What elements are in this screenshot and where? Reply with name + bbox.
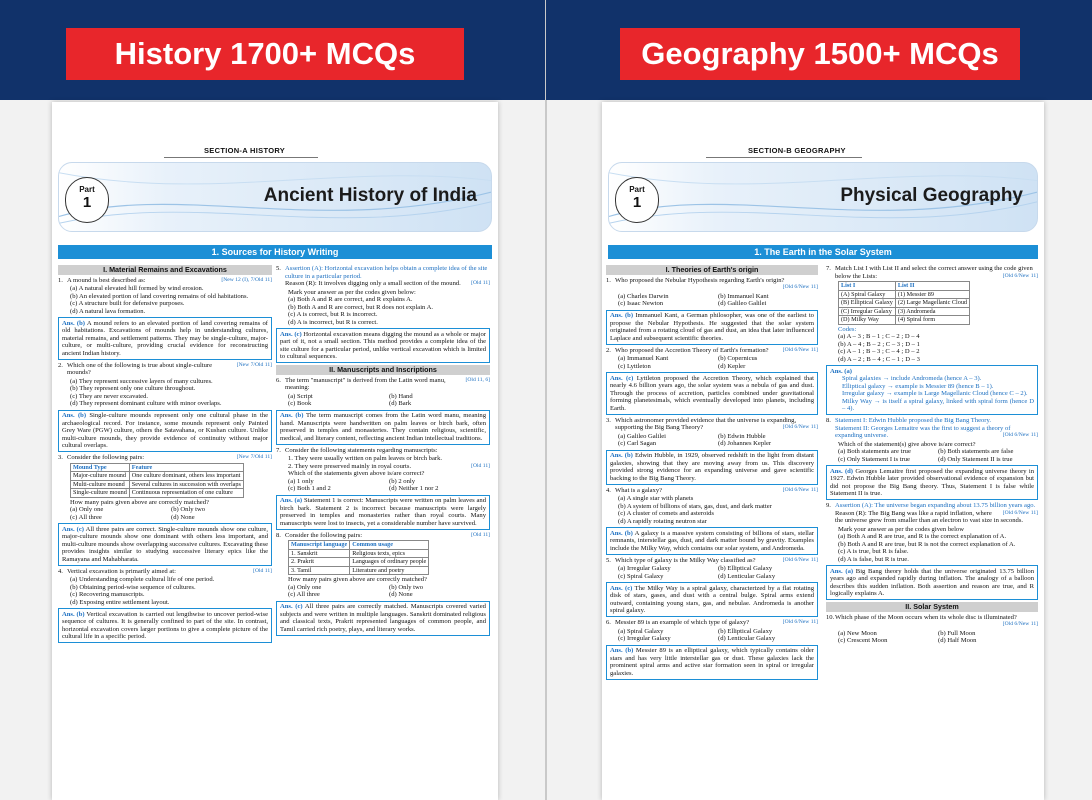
part-label: Part	[629, 185, 645, 194]
part-number: 1	[82, 194, 92, 211]
part-badge	[615, 177, 659, 223]
part-header	[608, 162, 1038, 232]
question-2: 2. [New 7/Old 11] Which one of the following is true about single-culture mounds?	[58, 361, 272, 376]
option: (d) A is false, but R is true.	[838, 555, 909, 563]
part-title: Physical Geography	[840, 185, 1023, 206]
options-grid: (a) Only one (b) Only two (c) All three (d) None	[70, 506, 206, 521]
pairs-table: Manuscript language Common usage 1. Sanskrit Religious texts, epics 2. Prakrit Languages of ordinary people 3. Tamil Literature and poetry	[288, 540, 429, 575]
option: (c) A cluster of comets and asteroids	[618, 510, 714, 517]
option: (c) They are never excavated.	[70, 392, 149, 400]
option: (a) Understanding complete cultural life of one period.	[70, 576, 215, 583]
answer-box: Ans. (d) Georges Lemaitre first proposed the expanding universe theory in 1927. Edwin Hubble later provided observational evidence of expansion but did not propose the Big Bang theory. Thus, Statement I is false while Statement II is true.	[826, 465, 1038, 500]
option: (a) They represent successive layers of many cultures.	[70, 377, 213, 385]
answer-box: Ans. (c) Horizontal excavation means digging the mound as a whole or major part of it, not a small section. This method provides a complete idea of the site culture for a particular period, unlike vertical excavation which is limited to cultural sequences.	[276, 328, 490, 363]
answer-box: Ans. (b) A mound refers to an elevated portion of land covering remains of old habitations. Excavations of mounds help in understanding cultures, material remains, and settlement patterns. They may be single-culture, major-culture, or multi-culture, providing crucial evidence for reconstructing ancient Indian history.	[58, 317, 272, 360]
option: (a) Both A and R are correct, and R explains A.	[288, 296, 413, 303]
answer-box: Ans. (c) All three pairs are correct. Single-culture mounds show one culture, major-culture mounds show one dominant with others less important, and multi-culture mounds show overlapping successive cultures. Excavating these provides insights similar to studying successive literary epics like the Ramayana and Mahabharata.	[58, 523, 272, 566]
subheading: II. Manuscripts and Inscriptions	[276, 365, 490, 375]
option: (b) Both A and R are true, but R is not the correct explanation of A.	[838, 540, 1016, 548]
question-prompt: How many pairs given above are correctly matched?	[288, 576, 427, 583]
question-prompt: Which of the statement(s) give above is/are correct?	[838, 440, 976, 448]
statement: 2. They were preserved mainly in royal courts. [Old 11]	[288, 462, 490, 470]
question-3: 3. [New 7/Old 11] Consider the following pairs:	[58, 454, 272, 461]
question-5: 5. Assertion (A): Horizontal excavation helps obtain a complete idea of the site culture in a particular period. Reason (R): It involves digging only a small section of the mound. [Old 11]	[276, 265, 490, 287]
question-prompt: Which of the statements given above is/are correct?	[288, 470, 425, 477]
subheading: II. Solar System	[826, 602, 1038, 612]
option: (a) Both A and R are true, and R is the correct explanation of A.	[838, 533, 1007, 540]
question-prompt: How many pairs given above are correctly matched?	[70, 498, 209, 506]
question-prompt: Mark your answer as per the codes given below	[838, 525, 964, 533]
option: (d) A – 2 ; B – 4 ; C – 1 ; D – 3	[838, 355, 920, 363]
history-banner: History 1700+ MCQs	[66, 28, 464, 80]
option: (a) A natural elevated hill formed by wind erosion.	[70, 285, 204, 292]
answer-box: Ans. (a) Statement 1 is correct: Manuscripts were written on palm leaves and birch bark. Statement 2 is incorrect because manuscripts were largely preserved in temples and monasteries rather than royal courts. Many manuscripts were lost to insects, yet a considerable number have survived.	[276, 495, 490, 530]
options-grid: (a) Spiral Galaxy (b) Elliptical Galaxy (c) Irregular Galaxy (d) Lenticular Galaxy	[618, 627, 776, 642]
answer-box: Ans. (b) Vertical excavation is carried out lengthwise to uncover period-wise sequence of cultures. It is generally confined to part of the site. In contrast, horizontal excavation covers larger portions to give a complete picture of the cultural life in a specific period.	[58, 608, 272, 643]
option: (c) A structure built for defensive purposes.	[70, 300, 185, 307]
answer-box: Ans. (a) Big Bang theory holds that the universe originated 13.75 billion years ago and expanded rapidly during inflation. The analogy of a balloon describes this sudden inflation. Both assertion and reason are true, and R logically explains A.	[826, 565, 1038, 600]
option: (b) A – 4 ; B – 2 ; C – 3 ; D – 1	[838, 340, 920, 348]
section-label: SECTION-A HISTORY	[204, 146, 286, 155]
question-7: 7. Match List I with List II and select the correct answer using the code given below the Lists: [Old 6/New 11]	[826, 265, 1038, 280]
answer-box: Ans. (b) A galaxy is a massive system consisting of billions of stars, stellar remnants, interstellar gas, dust, and dark matter bound by gravity. Examples include the Milky Way, which contains our solar system, and Andromeda.	[606, 527, 818, 555]
part-title: Ancient History of India	[263, 185, 477, 206]
column-2	[276, 264, 490, 638]
option: (d) They represent dominant culture with minor overlaps.	[70, 400, 222, 407]
question-9: 9. Assertion (A): The universe began expanding about 13.75 billion years ago. [Old 6/New 11] Reason (R): The Big Bang was like a rapid inflation, where the universe grew from smaller than an electron to vast size in seconds.	[826, 502, 1038, 524]
answer-box: Ans. (b) Edwin Hubble, in 1929, observed redshift in the light from distant galaxies, showing that they are moving away from us. This discovery provided strong evidence for an expanding universe and gave scientific backing to the Big Bang Theory.	[606, 450, 818, 485]
option: (c) Recovering manuscripts.	[70, 591, 145, 598]
options-grid: (a) Immanuel Kant (b) Copernicus (c) Lyttleton (d) Kepler	[618, 355, 758, 370]
question-5: 5. Which type of galaxy is the Milky Way classified as? [Old 6/New 11]	[606, 556, 818, 564]
history-page	[52, 102, 498, 800]
section-divider	[706, 157, 862, 158]
part-number: 1	[632, 194, 642, 211]
option: (a) A – 3 ; B – 1 ; C – 2 ; D – 4	[838, 333, 920, 340]
question-8: 8. Statement I: Edwin Hubble proposed the Big Bang Theory. Statement II: Georges Lemaitre was the first to suggest a theory of expanding universe. [Old 6/New 11]	[826, 417, 1038, 439]
option: (a) A single star with planets	[618, 495, 694, 502]
topic-bar: 1. The Earth in the Solar System	[608, 245, 1038, 259]
answer-box: Ans. (b) Messier 89 is an elliptical galaxy, which typically contains older stars and has very little interstellar gas or dust. These galaxies lack the prominent spiral arms and active star formation seen in spiral or irregular galaxies.	[606, 645, 818, 680]
options-grid: (a) Only one (b) Only two (c) All three (d) None	[288, 583, 424, 598]
topic-bar: 1. Sources for History Writing	[58, 245, 492, 259]
options-grid: (a) Galileo Galilei (b) Edwin Hubble (c) Carl Sagan (d) Johannes Kepler	[618, 432, 772, 447]
answer-box: Ans. (c) Lyttleton proposed the Accretion Theory, which explained that nearly 4.6 billion years ago, the solar system was a nebula of gas and dust. Through the process of accretion, particles combined under gravitational forming planetesimals, which eventually developed into planets, including Earth.	[606, 372, 818, 415]
pairs-table: Mound Type Feature Major-culture mound One culture dominant, others less important Multi-culture mound Several cultures in succession with overlaps Single-culture mound Continuous representation of one culture	[70, 463, 244, 498]
option: (b) Obtaining period-wise sequence of cultures.	[70, 583, 196, 591]
answer-box: Ans. (b) Single-culture mounds represent only one cultural phase in the archaeological record. For instance, some mounds represent only Painted Grey Ware (PGW) culture, others the Satavahana, or Kushan culture. Unlike multi-culture mounds, they provide evidence of continuity without major cultural overlaps.	[58, 410, 272, 453]
options-grid: (a) Irregular Galaxy (b) Elliptical Galaxy (c) Spiral Galaxy (d) Lenticular Galaxy	[618, 565, 776, 580]
match-table: List I List II (A) Spiral Galaxy (1) Messier 89 (B) Elliptical Galaxy (2) Large Magellanic Cloud (C) Irregular Galaxy (3) Andromeda (D) Milky Way (4) Spiral form	[838, 281, 970, 325]
question-1: 1. Who proposed the Nebular Hypothesis regarding Earth's origin? [Old 6/New 11]	[606, 276, 818, 290]
column-2	[826, 264, 1038, 645]
option: (d) A is incorrect, but R is correct.	[288, 318, 378, 326]
options-grid: (a) 1 only (b) 2 only (c) Both 1 and 2 (d) Neither 1 nor 2	[288, 477, 439, 492]
column-1	[58, 264, 272, 645]
options-grid: (a) Script (b) Hand (c) Book (d) Bark	[288, 392, 413, 407]
option: (d) A natural lava formation.	[70, 307, 146, 315]
right-panel	[546, 0, 1092, 800]
question-6: 6. [Old 11, 6] The term "manuscript" is derived from the Latin word manu, meaning:	[276, 376, 490, 391]
subheading: I. Theories of Earth's origin	[606, 265, 818, 275]
column-1	[606, 264, 818, 682]
question-6: 6. [Old 6/New 11] Messier 89 is an example of which type of galaxy?	[606, 619, 818, 626]
option: (c) A – 1 ; B – 3 ; C – 4 ; D – 2	[838, 348, 920, 355]
options-grid: (a) Charles Darwin (b) Immanuel Kant (c) Isaac Newton (d) Galileo Galilei	[618, 292, 769, 307]
options-grid: (a) Both statements are true (b) Both statements are false (c) Only Statement I is true (d) Only Statement II is true	[838, 448, 1014, 463]
answer-box: Ans. (b) The term manuscript comes from the Latin word manu, meaning hand. Manuscripts were handwritten on palm leaves or birch bark, often preserved in temples and monasteries. They contain religious, scientific, medical, and literary content, reflecting ancient Indian intellectual traditions.	[276, 410, 490, 445]
question-3: 3. Which astronomer provided evidence that the universe is expanding, supporting the Big Bang Theory? [Old 6/New 11]	[606, 416, 818, 431]
question-prompt: Mark your answer as per the codes given below:	[288, 288, 416, 296]
codes-label: Codes:	[838, 325, 857, 333]
question-4: 4. [Old 6/New 11] What is a galaxy?	[606, 486, 818, 494]
question-8: 8. [Old 11] Consider the following pairs:	[276, 531, 490, 539]
answer-box: Ans. (b) Immanuel Kant, a German philosopher, was one of the earliest to propose the Nebular Hypothesis. He suggested that the solar system originated from a rotating cloud of gas and dust, an idea that later influenced Laplace and subsequent scientific theories.	[606, 310, 818, 345]
option: (c) A is correct, but R is incorrect.	[288, 311, 378, 318]
option: (d) A rapidly rotating neutron star	[618, 517, 707, 525]
question-1: 1. [New 12 (I), 7/Old 11] A mound is best described as:	[58, 276, 272, 284]
question-10: 10. Which phase of the Moon occurs when its whole disc is illuminated? [Old 6/New 11]	[826, 613, 1038, 627]
option: (b) An elevated portion of land covering remains of old habitations.	[70, 292, 249, 300]
answer-box: Ans. (a) Spiral galaxies → include Andromeda (hence A – 3). Elliptical galaxy → example is Messier 89 (hence B – 1). Irregular galaxy → example is Large Magellanic Cloud (hence C – 2). Milky Way → is itself a spiral galaxy, linked with spiral form (hence D – 4).	[826, 365, 1038, 415]
options-grid: (a) New Moon (b) Full Moon (c) Crescent Moon (d) Half Moon	[838, 629, 977, 644]
option: (b) They represent only one culture throughout.	[70, 385, 196, 392]
option: (b) Both A and R are correct, but R does not explain A.	[288, 303, 434, 311]
geography-page	[602, 102, 1044, 800]
subheading: I. Material Remains and Excavations	[58, 265, 272, 275]
part-label: Part	[79, 185, 95, 194]
part-header	[58, 162, 492, 232]
part-badge	[65, 177, 109, 223]
geography-banner: Geography 1500+ MCQs	[620, 28, 1020, 80]
option: (d) Exposing entire settlement layout.	[70, 598, 170, 606]
answer-box: Ans. (c) All three pairs are correctly matched. Manuscripts covered varied subjects and were written in multiple languages. Sanskrit dominated religious and classical texts, Prakrit represented languages of common people, and Tamil carried rich poetry, plays, and literary works.	[276, 601, 490, 636]
section-divider	[164, 157, 318, 158]
option: (b) A system of billions of stars, gas, dust, and dark matter	[618, 502, 772, 510]
answer-box: Ans. (c) The Milky Way is a spiral galaxy, characterized by a flat rotating disk of stars, gases, and dust with a central bulge. Spiral arms extend outward, containing young stars, gas, and nebulae. Andromeda is another spiral galaxy.	[606, 582, 818, 617]
question-2: 2. Who proposed the Accretion Theory of Earth's formation? [Old 6/New 11]	[606, 346, 818, 354]
option: (c) A is true, but R is false.	[838, 548, 909, 555]
question-4: 4. [Old 11] Vertical excavation is primarily aimed at:	[58, 567, 272, 575]
question-7: 7. Consider the following statements regarding manuscripts:	[276, 446, 438, 454]
section-label: SECTION-B GEOGRAPHY	[748, 146, 846, 155]
statement: 1. They were usually written on palm leaves or birch bark.	[288, 455, 443, 462]
